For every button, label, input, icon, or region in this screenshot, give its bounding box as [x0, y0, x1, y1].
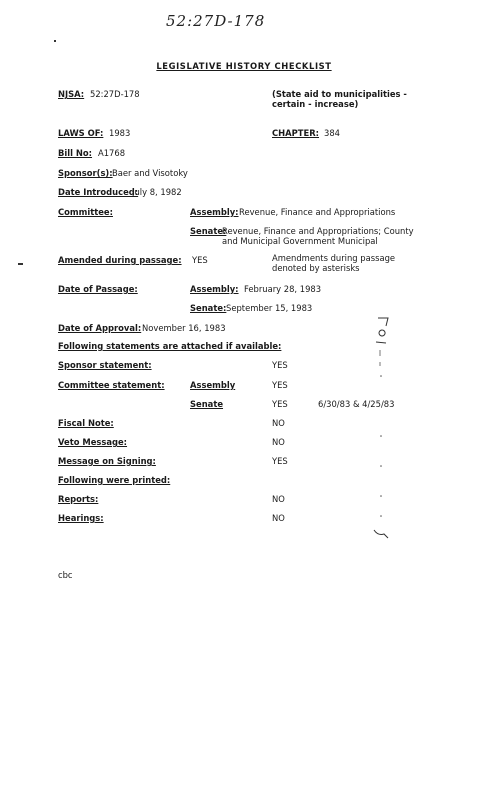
- committee-senate-label: Senate:: [190, 226, 227, 236]
- fiscal-note-value: NO: [272, 418, 285, 428]
- committee-statement-senate-label: Senate: [190, 399, 224, 409]
- margin-mark: [18, 263, 23, 265]
- laws-of-value: 1983: [109, 128, 131, 138]
- sponsor-statement-label: Sponsor statement:: [58, 360, 152, 370]
- committee-statement-assembly-value: YES: [272, 380, 288, 390]
- chapter-label: CHAPTER:: [272, 128, 320, 138]
- chapter-value: 384: [324, 128, 340, 138]
- njsa-note: (State aid to municipalities - certain - increase): [272, 89, 407, 109]
- attached-statements-heading: Following statements are attached if available:: [58, 341, 282, 351]
- date-of-approval-label: Date of Approval:: [58, 323, 142, 333]
- scan-speck: [54, 40, 56, 42]
- amended-label: Amended during passage:: [58, 255, 182, 265]
- fiscal-note-label: Fiscal Note:: [58, 418, 114, 428]
- committee-statement-senate-value: YES: [272, 399, 288, 409]
- njsa-label: NJSA:: [58, 89, 85, 99]
- hearings-value: NO: [272, 513, 285, 523]
- amended-note: Amendments during passage denoted by asterisks: [272, 253, 396, 273]
- date-introduced-label: Date Introduced:: [58, 187, 139, 197]
- passage-assembly-value: February 28, 1983: [244, 284, 322, 294]
- date-of-passage-label: Date of Passage:: [58, 284, 138, 294]
- sponsors-label: Sponsor(s):: [58, 168, 113, 178]
- bill-no-value: A1768: [98, 148, 126, 158]
- committee-statement-senate-dates: 6/30/83 & 4/25/83: [318, 399, 395, 409]
- passage-assembly-label: Assembly:: [190, 284, 239, 294]
- handwritten-statute-number: 52:27D-178: [166, 12, 266, 30]
- printed-heading: Following were printed:: [58, 475, 171, 485]
- page-title: LEGISLATIVE HISTORY CHECKLIST: [156, 61, 332, 71]
- sponsor-statement-value: YES: [272, 360, 288, 370]
- amended-value: YES: [192, 255, 208, 265]
- hearings-label: Hearings:: [58, 513, 104, 523]
- laws-of-label: LAWS OF:: [58, 128, 104, 138]
- bill-no-label: Bill No:: [58, 148, 93, 158]
- passage-senate-label: Senate:: [190, 303, 227, 313]
- margin-scribbles: [368, 316, 398, 546]
- committee-statement-label: Committee statement:: [58, 380, 165, 390]
- reports-label: Reports:: [58, 494, 99, 504]
- committee-senate-value: Revenue, Finance and Appropriations; County and Municipal Government Municipal: [222, 226, 414, 246]
- message-on-signing-value: YES: [272, 456, 288, 466]
- committee-assembly-value: Revenue, Finance and Appropriations: [239, 207, 396, 217]
- committee-label: Committee:: [58, 207, 113, 217]
- sponsors-value: Baer and Visotoky: [112, 168, 188, 178]
- date-introduced-value: July 8, 1982: [132, 187, 182, 197]
- committee-assembly-label: Assembly:: [190, 207, 239, 217]
- reports-value: NO: [272, 494, 285, 504]
- footer-initials: cbc: [58, 570, 73, 580]
- passage-senate-value: September 15, 1983: [226, 303, 313, 313]
- veto-message-label: Veto Message:: [58, 437, 128, 447]
- message-on-signing-label: Message on Signing:: [58, 456, 156, 466]
- committee-statement-assembly-label: Assembly: [190, 380, 236, 390]
- veto-message-value: NO: [272, 437, 285, 447]
- date-of-approval-value: November 16, 1983: [142, 323, 226, 333]
- njsa-value: 52:27D-178: [90, 89, 140, 99]
